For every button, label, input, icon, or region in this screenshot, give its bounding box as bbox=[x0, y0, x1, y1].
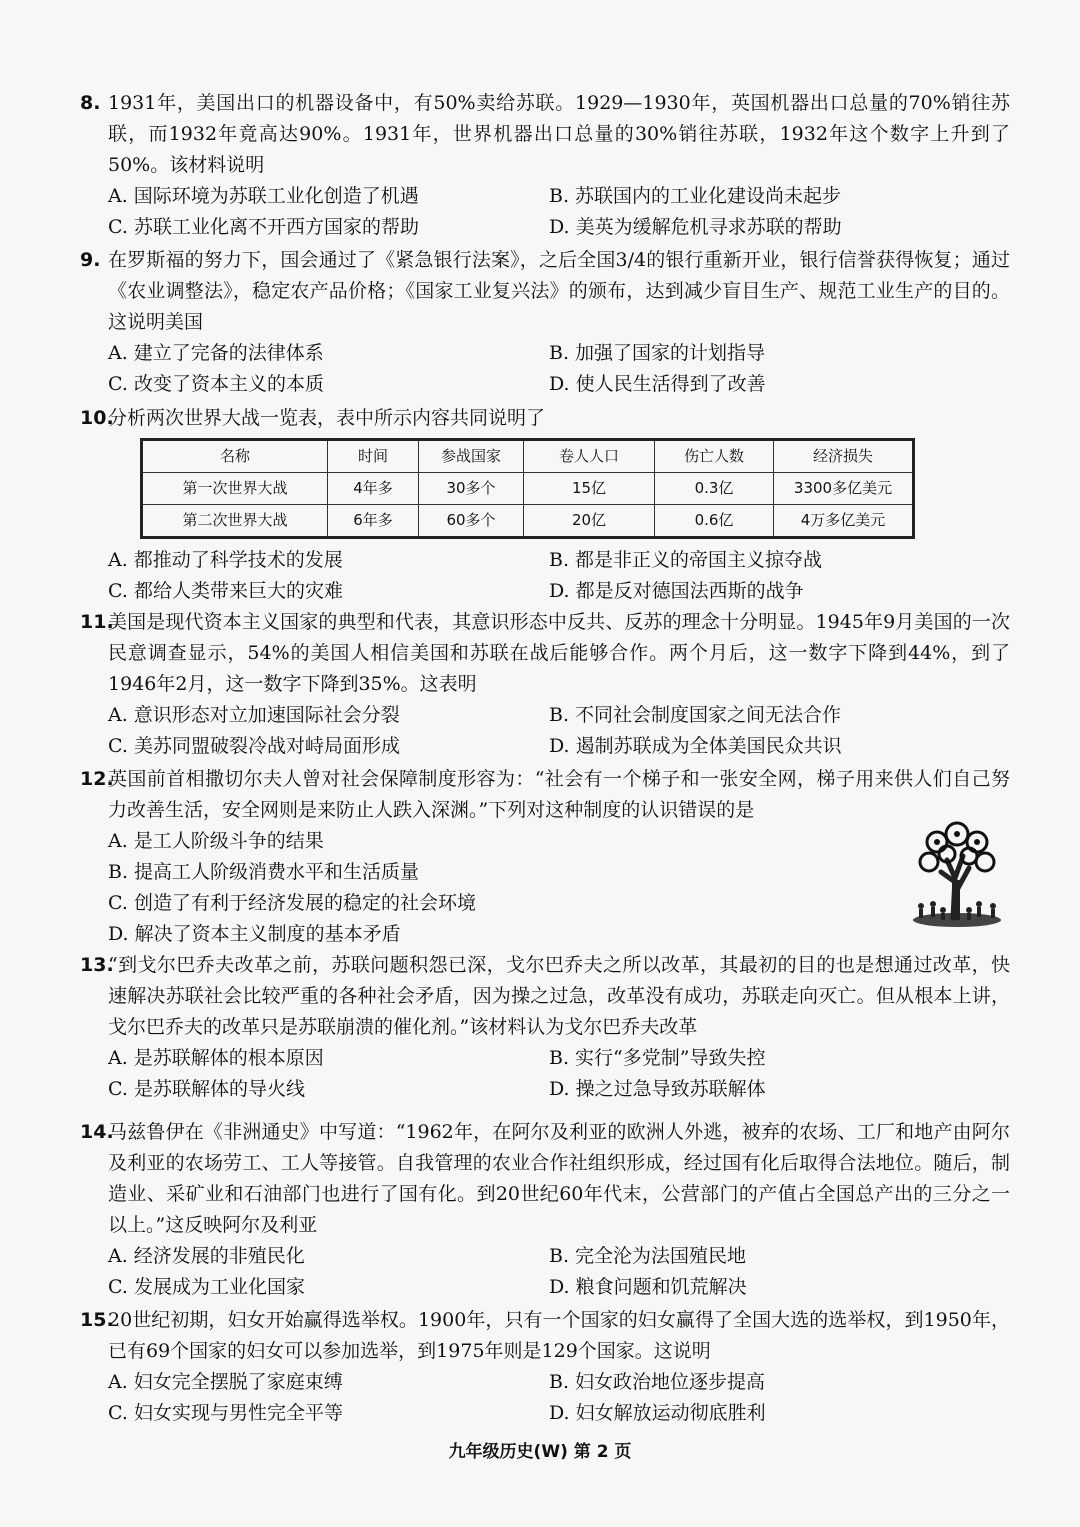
option-b: B. 加强了国家的计划指导 bbox=[549, 342, 766, 364]
option-b: B. 完全沦为法国殖民地 bbox=[549, 1245, 747, 1267]
table-cell: 30多个 bbox=[419, 473, 524, 505]
question-8 bbox=[80, 88, 1010, 243]
question-10 bbox=[80, 403, 1010, 607]
option-b: B. 都是非正义的帝国主义掠夺战 bbox=[549, 549, 823, 571]
option-b: B. 实行“多党制”导致失控 bbox=[549, 1047, 766, 1069]
table-cell: 4年多 bbox=[328, 473, 419, 505]
table-header: 伤亡人数 bbox=[655, 440, 774, 473]
question-9 bbox=[80, 245, 1010, 400]
table-header: 经济损失 bbox=[774, 440, 914, 473]
option-a: A. 建立了完备的法律体系 bbox=[108, 342, 324, 364]
question-number: 11. bbox=[80, 611, 114, 633]
safety-net-tree-illustration bbox=[907, 820, 1007, 930]
option-b: B. 不同社会制度国家之间无法合作 bbox=[549, 704, 842, 726]
question-stem: 美国是现代资本主义国家的典型和代表，其意识形态中反共、反苏的理念十分明显。1945年9月美国的一次民意调查显示，54%的美国人相信美国和苏联在战后能够合作。两个月后，这一数字下降到44%，到了1946年2月，这一数字下降到35%。这表明 bbox=[108, 611, 1010, 695]
question-number: 8. bbox=[80, 92, 101, 114]
table-cell: 15亿 bbox=[524, 473, 655, 505]
table-cell: 60多个 bbox=[419, 505, 524, 538]
table-cell: 第二次世界大战 bbox=[142, 505, 328, 538]
table-cell: 4万多亿美元 bbox=[774, 505, 914, 538]
question-stem: 在罗斯福的努力下，国会通过了《紧急银行法案》，之后全国3/4的银行重新开业，银行信誉获得恢复；通过《农业调整法》，稳定农产品价格；《国家工业复兴法》的颁布，达到减少盲目生产、规范工业生产的目的。这说明美国 bbox=[108, 249, 1010, 333]
question-number: 12. bbox=[80, 768, 114, 790]
question-11 bbox=[80, 607, 1010, 762]
table-cell: 第一次世界大战 bbox=[142, 473, 328, 505]
option-a: A. 意识形态对立加速国际社会分裂 bbox=[108, 704, 400, 726]
option-c: C. 改变了资本主义的本质 bbox=[108, 373, 324, 395]
table-header: 名称 bbox=[142, 440, 328, 473]
table-header-row bbox=[142, 440, 914, 473]
option-d: D. 美英为缓解危机寻求苏联的帮助 bbox=[549, 216, 842, 238]
question-13 bbox=[80, 950, 1010, 1105]
table-header: 卷人人口 bbox=[524, 440, 655, 473]
option-c: C. 发展成为工业化国家 bbox=[108, 1276, 305, 1298]
option-b: B. 提高工人阶级消费水平和生活质量 bbox=[108, 861, 420, 883]
table-cell: 20亿 bbox=[524, 505, 655, 538]
option-d: D. 都是反对德国法西斯的战争 bbox=[549, 580, 804, 602]
option-a: A. 都推动了科学技术的发展 bbox=[108, 549, 343, 571]
option-d: D. 解决了资本主义制度的基本矛盾 bbox=[108, 923, 401, 945]
option-c: C. 创造了有利于经济发展的稳定的社会环境 bbox=[108, 892, 476, 914]
option-d: D. 妇女解放运动彻底胜利 bbox=[549, 1402, 766, 1424]
question-stem: 马兹鲁伊在《非洲通史》中写道：“1962年，在阿尔及利亚的欧洲人外逃，被弃的农场、工厂和地产由阿尔及利亚的农场劳工、工人等接管。自我管理的农业合作社组织形成，经过国有化后取得合法地位。随后，制造业、采矿业和石油部门也进行了国有化。到20世纪60年代末，公营部门的产值占全国总产出的三分之一以上。”这反映阿尔及利亚 bbox=[108, 1121, 1010, 1236]
option-d: D. 粮食问题和饥荒解决 bbox=[549, 1276, 747, 1298]
page-footer: 九年级历史(W) 第 2 页 bbox=[448, 1442, 632, 1462]
option-d: D. 遏制苏联成为全体美国民众共识 bbox=[549, 735, 842, 757]
table-cell: 6年多 bbox=[328, 505, 419, 538]
question-number: 15. bbox=[80, 1309, 114, 1331]
question-stem: “到戈尔巴乔夫改革之前，苏联问题积怨已深，戈尔巴乔夫之所以改革，其最初的目的也是想通过改革，快速解决苏联社会比较严重的各种社会矛盾，因为操之过急，改革没有成功，苏联走向灭亡。但从根本上讲，戈尔巴乔夫的改革只是苏联崩溃的催化剂。”该材料认为戈尔巴乔夫改革 bbox=[108, 954, 1010, 1038]
table-header: 参战国家 bbox=[419, 440, 524, 473]
question-14 bbox=[80, 1117, 1010, 1303]
option-c: C. 都给人类带来巨大的灾难 bbox=[108, 580, 343, 602]
table-cell: 3300多亿美元 bbox=[774, 473, 914, 505]
option-a: A. 妇女完全摆脱了家庭束缚 bbox=[108, 1371, 343, 1393]
table-cell: 0.6亿 bbox=[655, 505, 774, 538]
option-c: C. 是苏联解体的导火线 bbox=[108, 1078, 305, 1100]
question-number: 14. bbox=[80, 1121, 114, 1143]
option-d: D. 使人民生活得到了改善 bbox=[549, 373, 766, 395]
table-row bbox=[142, 505, 914, 538]
question-stem: 20世纪初期，妇女开始赢得选举权。1900年，只有一个国家的妇女赢得了全国大选的选举权，到1950年，已有69个国家的妇女可以参加选举，到1975年则是129个国家。这说明 bbox=[108, 1309, 1010, 1362]
table-cell: 0.3亿 bbox=[655, 473, 774, 505]
option-c: C. 美苏同盟破裂冷战对峙局面形成 bbox=[108, 735, 400, 757]
option-c: C. 妇女实现与男性完全平等 bbox=[108, 1402, 343, 1424]
table-header: 时间 bbox=[328, 440, 419, 473]
question-number: 10. bbox=[80, 407, 114, 429]
question-12 bbox=[80, 764, 1010, 950]
question-stem: 英国前首相撒切尔夫人曾对社会保障制度形容为：“社会有一个梯子和一张安全网，梯子用来供人们自己努力改善生活，安全网则是来防止人跌入深渊。”下列对这种制度的认识错误的是 bbox=[108, 768, 1010, 821]
option-c: C. 苏联工业化离不开西方国家的帮助 bbox=[108, 216, 419, 238]
option-b: B. 苏联国内的工业化建设尚未起步 bbox=[549, 185, 842, 207]
question-number: 9. bbox=[80, 249, 101, 271]
option-a: A. 经济发展的非殖民化 bbox=[108, 1245, 305, 1267]
option-d: D. 操之过急导致苏联解体 bbox=[549, 1078, 766, 1100]
question-15 bbox=[80, 1305, 1010, 1429]
question-stem: 1931年，美国出口的机器设备中，有50%卖给苏联。1929—1930年，英国机器出口总量的70%销往苏联，而1932年竟高达90%。1931年，世界机器出口总量的30%销往苏联，1932年这个数字上升到了50%。该材料说明 bbox=[108, 92, 1010, 176]
war-comparison-table bbox=[140, 438, 915, 539]
option-a: A. 是苏联解体的根本原因 bbox=[108, 1047, 324, 1069]
option-a: A. 是工人阶级斗争的结果 bbox=[108, 830, 324, 852]
option-a: A. 国际环境为苏联工业化创造了机遇 bbox=[108, 185, 419, 207]
question-stem: 分析两次世界大战一览表，表中所示内容共同说明了 bbox=[108, 407, 546, 429]
table-row bbox=[142, 473, 914, 505]
option-b: B. 妇女政治地位逐步提高 bbox=[549, 1371, 766, 1393]
question-number: 13. bbox=[80, 954, 114, 976]
